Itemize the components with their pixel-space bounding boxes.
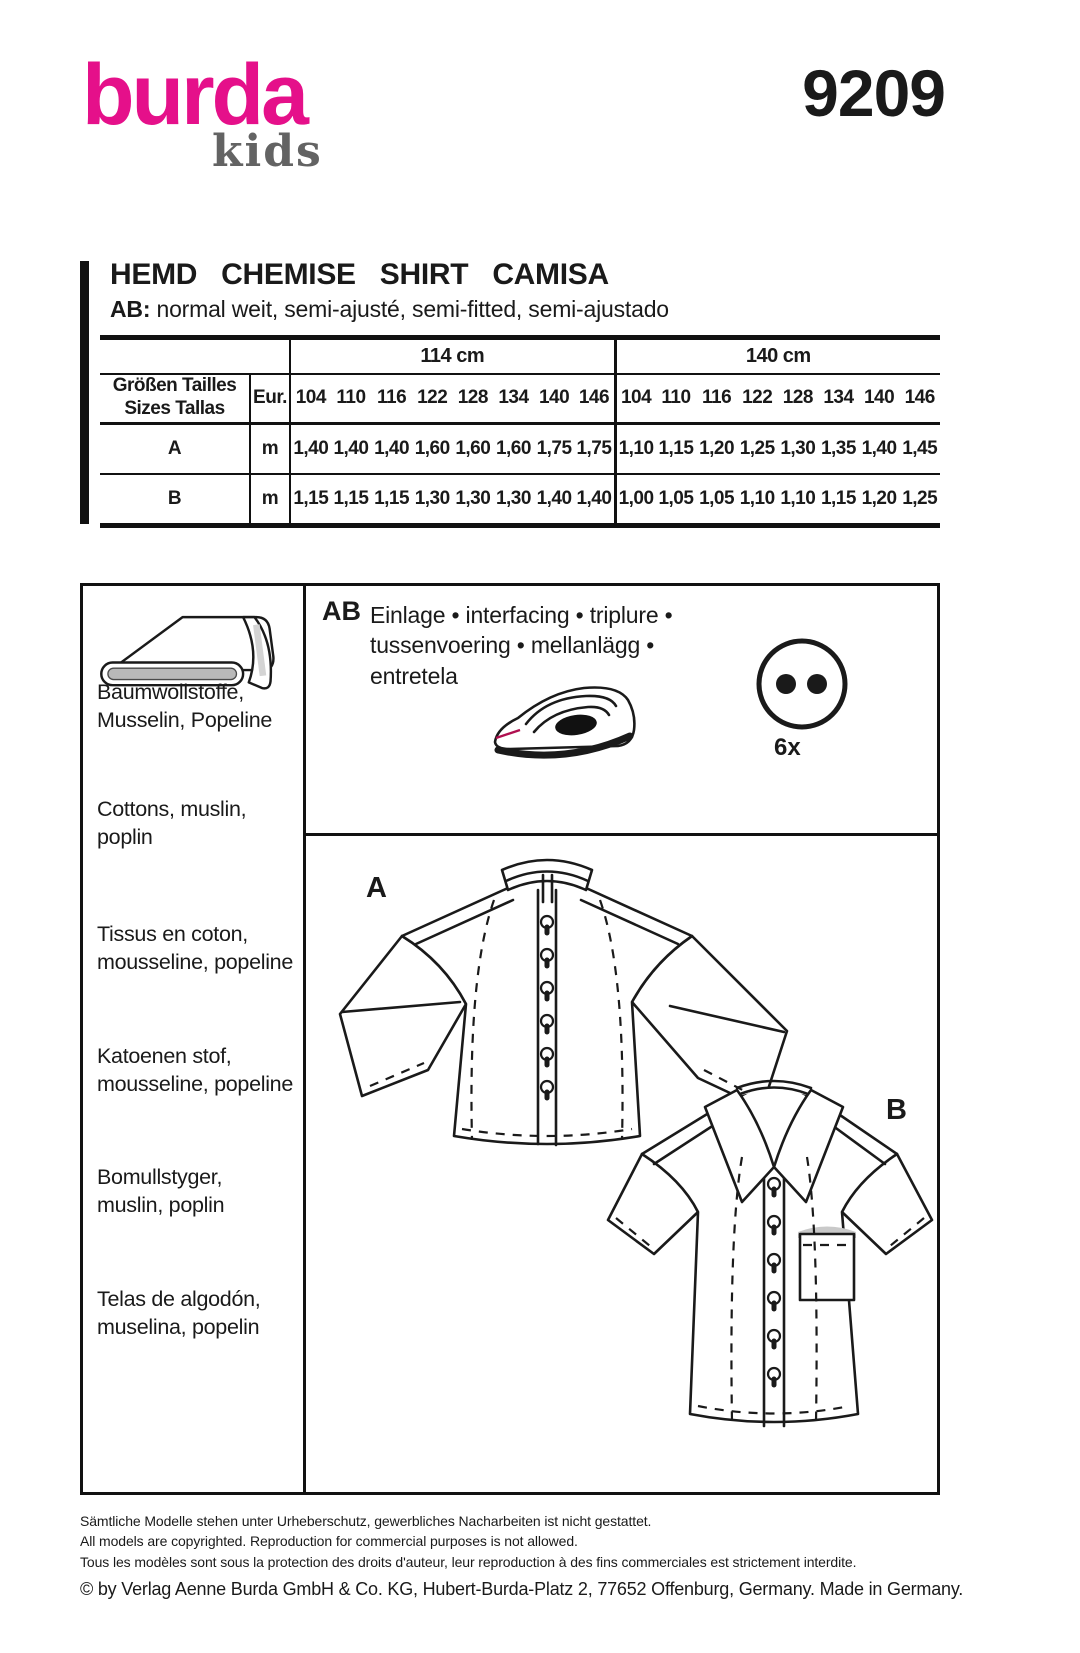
yardage-cell: 1,05 xyxy=(658,487,694,509)
size-cell: 110 xyxy=(331,374,372,424)
fabric-suggestions-column xyxy=(83,586,306,1492)
yardage-cell: 1,35 xyxy=(818,424,859,474)
shirt-b-drawing xyxy=(602,1062,937,1447)
yardage-cell: 1,15 xyxy=(374,487,410,509)
size-cell: 140 xyxy=(534,374,575,424)
size-cell: 122 xyxy=(737,374,778,424)
fit-description xyxy=(110,296,940,323)
yardage-cell: 1,25 xyxy=(902,487,938,509)
yardage-row-b xyxy=(100,474,940,526)
yardage-cell: 1,20 xyxy=(861,487,897,509)
size-cell: 140 xyxy=(859,374,900,424)
yardage-cell: 1,30 xyxy=(778,424,819,474)
fabric-text-nl: Katoenen stof, mousseline, popeline xyxy=(97,1044,293,1096)
view-b-row-label: B xyxy=(167,487,182,509)
size-cell: 104 xyxy=(290,374,331,424)
fabric-and-views-panel xyxy=(80,583,940,1495)
yardage-cell: 1,10 xyxy=(780,487,816,509)
yardage-cell: 1,40 xyxy=(331,424,372,474)
sizes-header-row xyxy=(100,374,940,424)
yardage-cell: 1,40 xyxy=(290,424,331,474)
eur-label: Eur. xyxy=(250,374,290,424)
yardage-cell: 1,10 xyxy=(615,424,656,474)
yardage-cell: 1,30 xyxy=(414,487,450,509)
interfacing-views-label: AB xyxy=(322,596,361,626)
size-cell: 128 xyxy=(453,374,494,424)
yardage-cell: 1,40 xyxy=(536,487,572,509)
fabric-text-de: Baumwollstoffe, Musselin, Popeline xyxy=(97,680,273,732)
interfacing-text: Einlage • interfacing • triplure • tussenvoering • mellanlägg • entretela xyxy=(370,602,673,689)
size-cell: 104 xyxy=(615,374,656,424)
size-cell: 122 xyxy=(412,374,453,424)
size-cell: 146 xyxy=(899,374,940,424)
size-cell: 116 xyxy=(371,374,412,424)
garment-title: HEMD CHEMISE SHIRT CAMISA xyxy=(110,258,609,291)
yardage-cell: 1,15 xyxy=(290,474,331,526)
fabric-text-en: Cottons, muslin, poplin xyxy=(97,797,247,849)
empty-cell xyxy=(100,338,290,374)
yardage-cell: 1,40 xyxy=(859,424,900,474)
yardage-cell: 1,40 xyxy=(576,487,612,509)
yardage-cell: 1,20 xyxy=(696,424,737,474)
fit-text: normal weit, semi-ajusté, semi-fitted, semi-ajustado xyxy=(156,296,669,322)
size-cell: 146 xyxy=(574,374,615,424)
yardage-row-a xyxy=(100,424,940,474)
fabric-width-114: 114 cm xyxy=(290,338,615,374)
view-a-label: A xyxy=(366,872,387,904)
brand-logo-sub: kids xyxy=(212,126,323,177)
views-drawing-area xyxy=(306,836,937,1492)
size-cell: 128 xyxy=(778,374,819,424)
fabric-text-fr: Tissus en coton, mousseline, popeline xyxy=(97,922,293,974)
interfacing-section xyxy=(306,586,937,836)
yardage-cell: 1,40 xyxy=(371,424,412,474)
fabric-width-140: 140 cm xyxy=(615,338,940,374)
view-b-label: B xyxy=(886,1094,907,1126)
fabric-width-header-row xyxy=(100,338,940,374)
fabric-text-sv: Bomullstyger, muslin, poplin xyxy=(97,1165,225,1217)
yardage-cell: 1,25 xyxy=(737,424,778,474)
yardage-cell: 1,15 xyxy=(333,487,369,509)
yardage-cell: 1,10 xyxy=(739,487,775,509)
unit-cell: m xyxy=(250,474,290,526)
yardage-cell: 1,60 xyxy=(453,424,494,474)
size-yardage-table xyxy=(100,335,940,528)
copyright-line-de: Sämtliche Modelle stehen unter Urheberschutz, gewerbliches Nacharbeiten ist nicht gestattet. xyxy=(80,1513,652,1529)
yardage-cell: 1,75 xyxy=(534,424,575,474)
size-cell: 110 xyxy=(656,374,697,424)
yardage-cell: 1,30 xyxy=(455,487,491,509)
button-count-label: 6x xyxy=(774,734,801,761)
notions-and-views-area xyxy=(306,586,937,1492)
publisher-line: © by Verlag Aenne Burda GmbH & Co. KG, Hubert-Burda-Platz 2, 77652 Offenburg, Germany. Made in Germany. xyxy=(80,1578,964,1599)
yardage-cell: 1,45 xyxy=(899,424,940,474)
yardage-cell: 1,15 xyxy=(820,487,856,509)
sizes-row-label: Größen Tailles Sizes Tallas xyxy=(100,374,250,424)
yardage-cell: 1,30 xyxy=(495,487,531,509)
yardage-cell: 1,05 xyxy=(699,487,735,509)
size-cell: 134 xyxy=(493,374,534,424)
size-cell: 134 xyxy=(818,374,859,424)
unit-cell: m xyxy=(250,424,290,474)
title-and-size-table xyxy=(80,258,940,528)
yardage-cell: 1,60 xyxy=(412,424,453,474)
yardage-cell: 1,75 xyxy=(574,424,615,474)
fabric-text-es: Telas de algodón, muselina, popelin xyxy=(97,1287,261,1339)
size-cell: 116 xyxy=(696,374,737,424)
yardage-cell: 1,60 xyxy=(493,424,534,474)
iron-icon xyxy=(488,670,648,775)
copyright-line-en: All models are copyrighted. Reproduction for commercial purposes is not allowed. xyxy=(80,1533,578,1550)
button-icon xyxy=(754,636,850,737)
brand-logo: burda xyxy=(82,47,306,143)
title-accent-bar xyxy=(80,261,89,524)
yardage-cell: 1,15 xyxy=(656,424,697,474)
fit-views-prefix: AB: xyxy=(110,296,151,322)
view-a-row-label: A xyxy=(100,424,250,474)
copyright-line-fr: Tous les modèles sont sous la protection des droits d'auteur, leur reproduction à des fins commerciales est strictement interdite. xyxy=(80,1553,857,1570)
pattern-number: 9209 xyxy=(802,56,945,130)
copyright-footer xyxy=(80,1511,1000,1602)
yardage-cell: 1,00 xyxy=(615,474,656,526)
